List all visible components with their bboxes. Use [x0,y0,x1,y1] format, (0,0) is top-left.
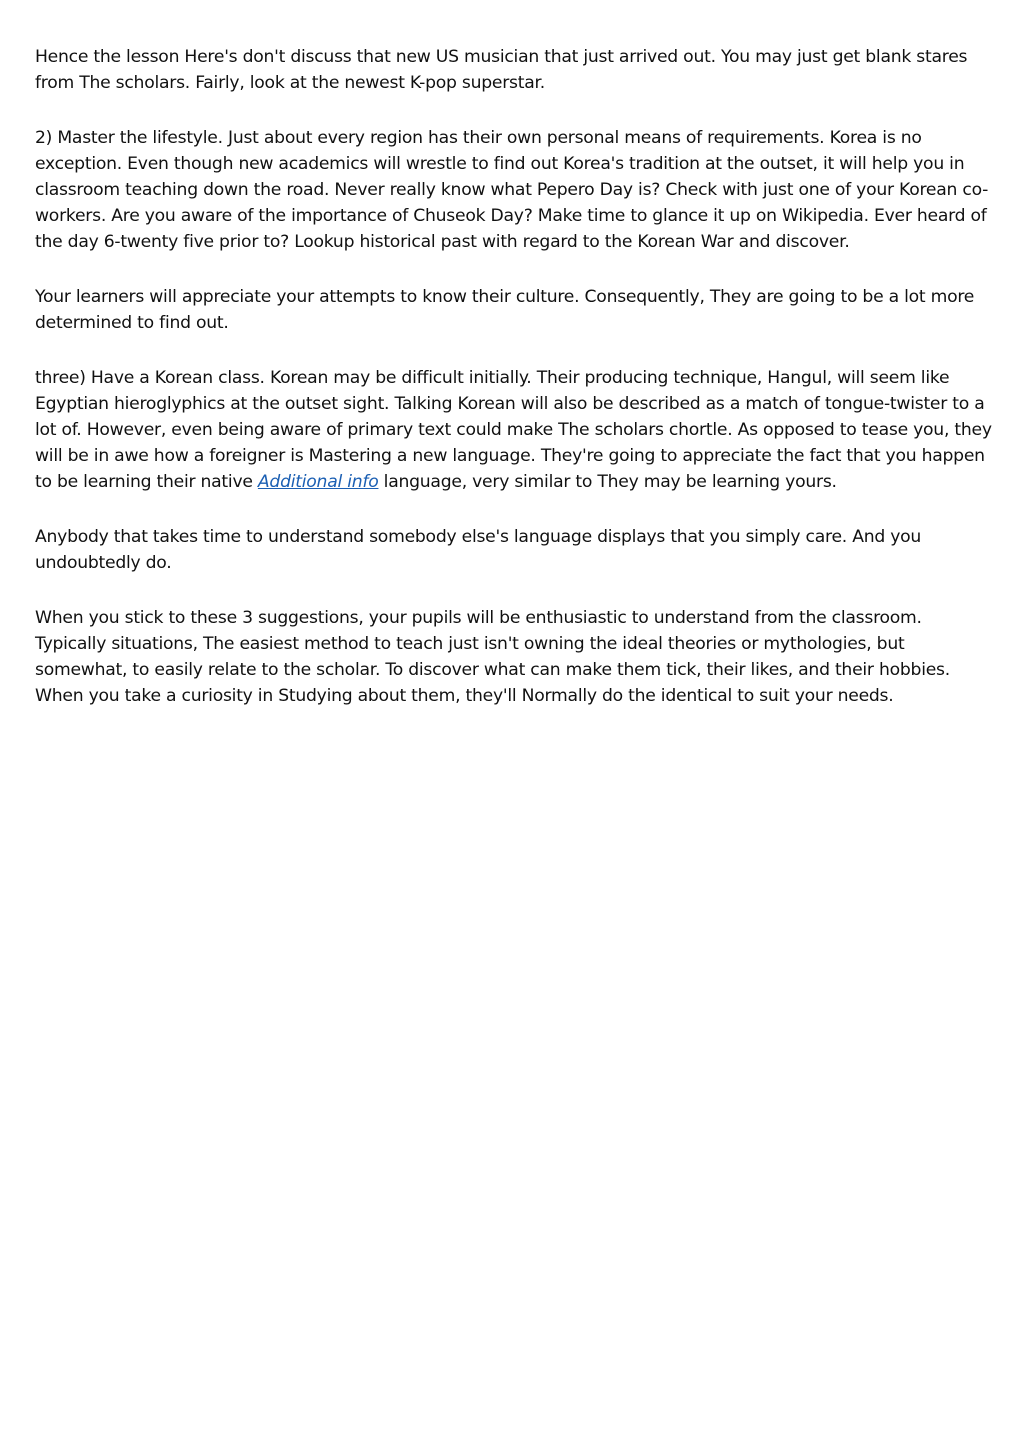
paragraph-master-lifestyle: 2) Master the lifestyle. Just about every region has their own personal means of requirements. Korea is no exception. Even though new academics will wrestle to find out Korea's tradition at the outset, it will help you in classroom teaching down the road. Never really know what Pepero Day is? Check with just one of your Korean co-workers. Are you aware of the importance of Chuseok Day? Make time to glance it up on Wikipedia. Ever heard of the day 6-twenty five prior to? Lookup historical past with regard to the Korean War and discover. [35,128,989,252]
paragraph-korean-class-before: three) Have a Korean class. Korean may be difficult initially. Their producing technique, Hangul, will seem like Egyptian hieroglyphics at the outset sight. Talking Korean will also be described as a match of tongue-twister to a lot of. However, even being aware of primary text could make The scholars chortle. As opposed to tease you, they will be in awe how a foreigner is Mastering a new language. They're going to appreciate the fact that you happen to be learning their native [35,368,992,492]
paragraph-korean-class-after: language, very similar to They may be learning yours. [378,472,837,492]
additional-info-link[interactable]: Additional info [257,472,379,492]
document-body [35,44,995,738]
paragraph-learners-appreciate: Your learners will appreciate your attempts to know their culture. Consequently, They are going to be a lot more determined to find out. [35,287,975,333]
paragraph-conclusion: When you stick to these 3 suggestions, your pupils will be enthusiastic to understand from the classroom. Typically situations, The easiest method to teach just isn't owning the ideal theories or mythologies, but somewhat, to easily relate to the scholar. To discover what can make them tick, their likes, and their hobbies. When you take a curiosity in Studying about them, they'll Normally do the identical to suit your needs. [35,608,950,706]
paragraph-understand-language: Anybody that takes time to understand somebody else's language displays that you simply care. And you undoubtedly do. [35,527,922,573]
paragraph-korean-class [35,365,995,495]
paragraph-intro: Hence the lesson Here's don't discuss that new US musician that just arrived out. You may just get blank stares from The scholars. Fairly, look at the newest K-pop superstar. [35,47,968,93]
